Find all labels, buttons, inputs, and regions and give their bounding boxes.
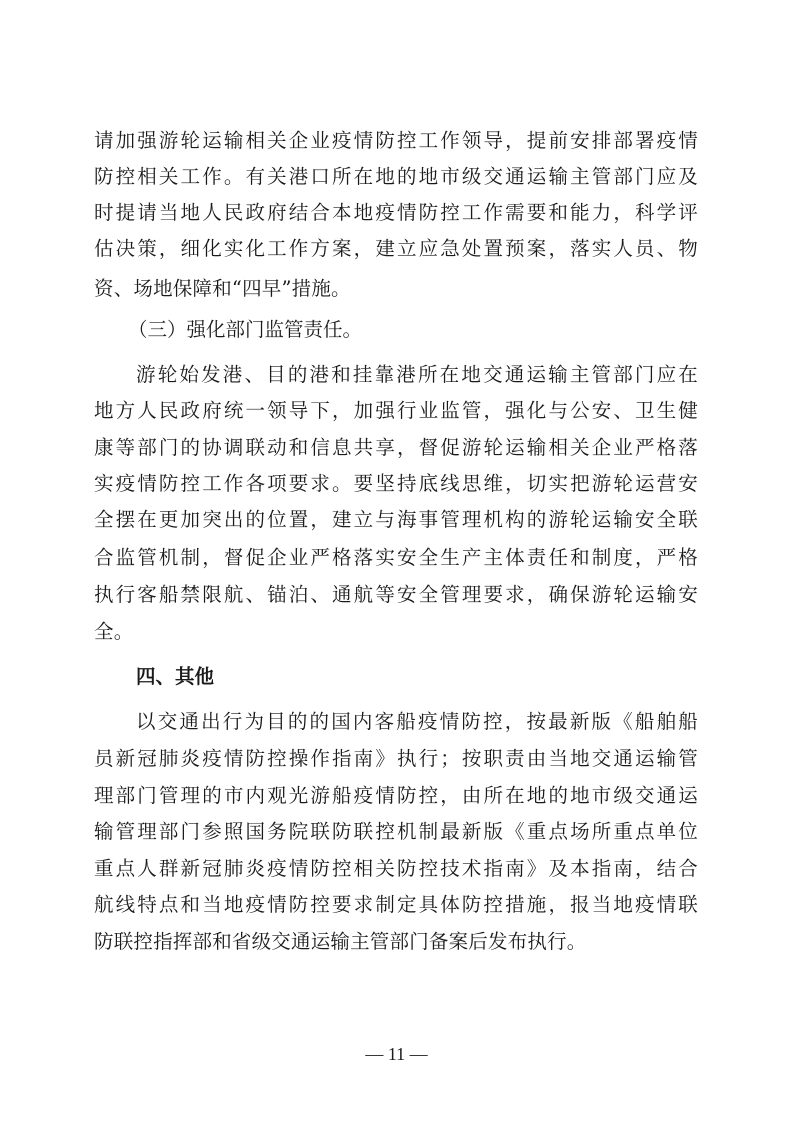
paragraph-3-line-7: 防联控指挥部和省级交通运输主管部门备案后发布执行。 <box>94 930 587 953</box>
paragraph-2-line-1: 游轮始发港、目的港和挂靠港所在地交通运输主管部门应在 <box>136 363 698 386</box>
paragraph-2-line-5: 全摆在更加突出的位置，建立与海事管理机构的游轮运输安全联 <box>94 508 698 531</box>
paragraph-2-line-7: 执行客船禁限航、锚泊、通航等安全管理要求，确保游轮运输安 <box>94 583 698 606</box>
subheading-strengthen-supervision: （三）强化部门监管责任。 <box>128 318 363 341</box>
paragraph-2-line-4: 实疫情防控工作各项要求。要坚持底线思维，切实把游轮运营安 <box>94 472 698 495</box>
paragraph-2-line-2: 地方人民政府统一领导下，加强行业监管，强化与公安、卫生健 <box>94 399 698 422</box>
paragraph-2-line-8: 全。 <box>94 620 134 643</box>
paragraph-1-line-2: 防控相关工作。有关港口所在地的地市级交通运输主管部门应及 <box>94 165 698 188</box>
paragraph-3-line-3: 理部门管理的市内观光游船疫情防控，由所在地的地市级交通运 <box>94 784 698 807</box>
paragraph-3-line-2: 员新冠肺炎疫情防控操作指南》执行；按职责由当地交通运输管 <box>94 747 698 770</box>
paragraph-1-line-1: 请加强游轮运输相关企业疫情防控工作领导，提前安排部署疫情 <box>94 129 698 152</box>
paragraph-1-line-5: 资、场地保障和“四早”措施。 <box>94 277 351 300</box>
section-heading-other: 四、其他 <box>136 665 215 688</box>
paragraph-2-line-3: 康等部门的协调联动和信息共享，督促游轮运输相关企业严格落 <box>94 436 698 459</box>
paragraph-1-line-4: 估决策，细化实化工作方案，建立应急处置预案，落实人员、物 <box>94 237 698 260</box>
paragraph-3-line-4: 输管理部门参照国务院联防联控机制最新版《重点场所重点单位 <box>94 820 698 843</box>
paragraph-3-line-5: 重点人群新冠肺炎疫情防控相关防控技术指南》及本指南，结合 <box>94 857 698 880</box>
paragraph-3-line-1: 以交通出行为目的的国内客船疫情防控，按最新版《船舶船 <box>136 710 698 733</box>
page-number: — 11 — <box>365 1044 428 1064</box>
paragraph-2-line-6: 合监管机制，督促企业严格落实安全生产主体责任和制度，严格 <box>94 546 698 569</box>
paragraph-3-line-6: 航线特点和当地疫情防控要求制定具体防控措施，报当地疫情联 <box>94 893 698 916</box>
paragraph-1-line-3: 时提请当地人民政府结合本地疫情防控工作需要和能力，科学评 <box>94 201 698 224</box>
